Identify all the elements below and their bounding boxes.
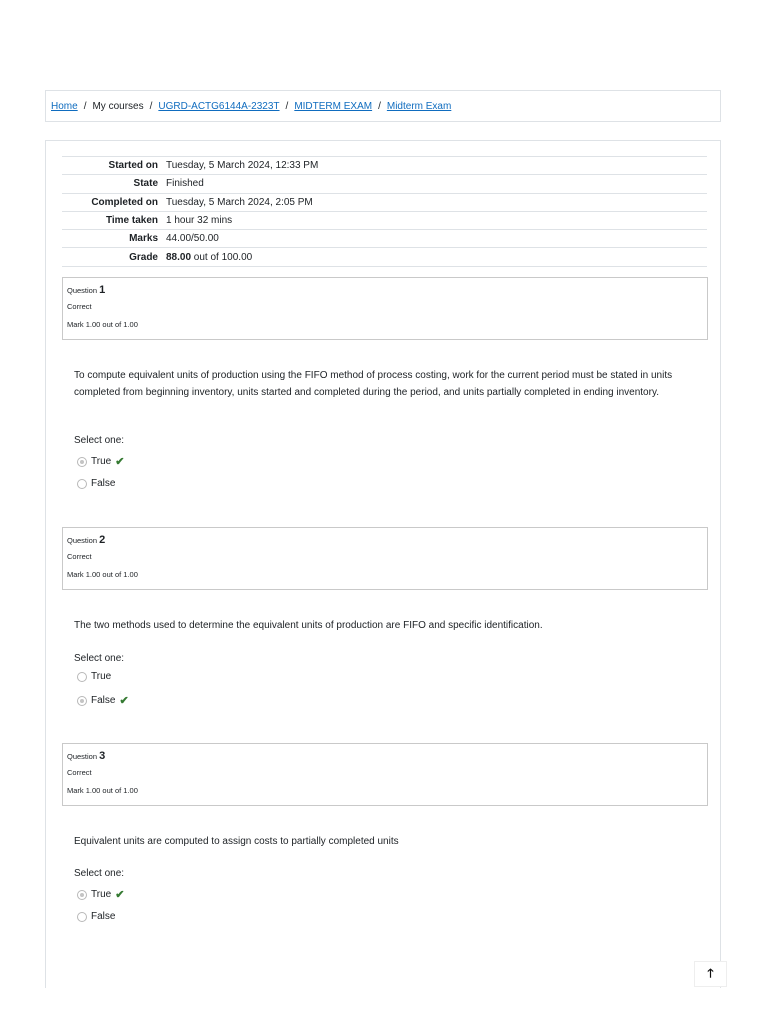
question-number-value: 3 [99,750,106,762]
summary-row [62,248,707,266]
question-state: Correct [67,768,92,777]
summary-label: Marks [62,230,164,248]
summary-value: Tuesday, 5 March 2024, 12:33 PM [164,157,707,175]
radio-button[interactable] [77,912,87,922]
correct-check-icon: ✔ [119,695,129,707]
summary-label: Grade [62,248,164,266]
radio-button[interactable] [77,672,87,682]
option-label: False [91,695,116,706]
attempt-summary-table [62,156,707,267]
summary-label: Completed on [62,193,164,211]
question-number [67,534,707,547]
breadcrumb-quiz-link[interactable]: Midterm Exam [386,100,452,112]
question-2-text: The two methods used to determine the equivalent units of production are FIFO and specific identification. [74,620,543,631]
summary-row [62,211,707,229]
option-label: True [91,671,112,682]
question-label: Question [67,752,98,761]
summary-value: 44.00/50.00 [164,230,707,248]
question-number [67,750,707,763]
question-2-option-false[interactable] [77,694,129,707]
summary-row [62,230,707,248]
question-grade: Mark 1.00 out of 1.00 [67,786,138,795]
question-3-text: Equivalent units are computed to assign costs to partially completed units [74,836,399,847]
question-grade: Mark 1.00 out of 1.00 [67,320,138,329]
question-label: Question [67,536,98,545]
question-3-option-false[interactable] [77,911,115,922]
radio-button[interactable] [77,696,87,706]
correct-check-icon: ✔ [115,456,125,468]
breadcrumb-separator: / [378,100,381,112]
question-label: Question [67,286,98,295]
question-1-option-false[interactable] [77,478,115,489]
summary-label: State [62,175,164,193]
summary-value: Finished [164,175,707,193]
radio-button[interactable] [77,479,87,489]
question-number [67,284,707,297]
summary-label: Started on [62,157,164,175]
summary-value: 1 hour 32 mins [164,211,707,229]
radio-button[interactable] [77,890,87,900]
arrow-up-icon: 🡑 [707,965,714,980]
breadcrumb-separator: / [149,100,153,112]
breadcrumb-separator: / [285,100,289,112]
question-2-info [62,527,708,590]
breadcrumb-home-link[interactable]: Home [51,100,78,112]
option-label: True [91,889,112,900]
summary-value [164,248,707,266]
breadcrumb-section-link[interactable]: MIDTERM EXAM [294,100,373,112]
question-number-value: 2 [99,534,106,546]
question-1-text: To compute equivalent units of production using the FIFO method of process costing, work for the current period must be stated in units completed from beginning inventory, units started and completed during the period, and units partially completed in ending inventory. [74,370,673,398]
summary-value: Tuesday, 5 March 2024, 2:05 PM [164,193,707,211]
question-3-info [62,743,708,806]
question-2-option-true[interactable] [77,671,111,682]
question-1-prompt: Select one: [74,435,125,446]
summary-row [62,193,707,211]
breadcrumb-separator: / [83,100,87,112]
correct-check-icon: ✔ [115,889,125,901]
question-state: Correct [67,552,92,561]
breadcrumb [45,90,721,122]
question-3-option-true[interactable] [77,888,124,901]
summary-label: Time taken [62,211,164,229]
option-label: False [91,911,116,922]
grade-score: 88.00 [166,251,192,263]
question-number-value: 1 [99,284,106,296]
option-label: True [91,456,112,467]
grade-out-of: out of 100.00 [191,251,253,263]
question-grade: Mark 1.00 out of 1.00 [67,570,138,579]
question-1-option-true[interactable] [77,455,124,468]
radio-button[interactable] [77,457,87,467]
option-label: False [91,478,116,489]
question-1-info [62,277,708,340]
breadcrumb-course-link[interactable]: UGRD-ACTG6144A-2323T [158,100,280,112]
back-to-top-button[interactable] [694,961,727,987]
summary-row [62,157,707,175]
question-state: Correct [67,302,92,311]
summary-row [62,175,707,193]
breadcrumb-my-courses: My courses [92,100,144,112]
question-3-prompt: Select one: [74,868,125,879]
question-2-prompt: Select one: [74,653,125,664]
